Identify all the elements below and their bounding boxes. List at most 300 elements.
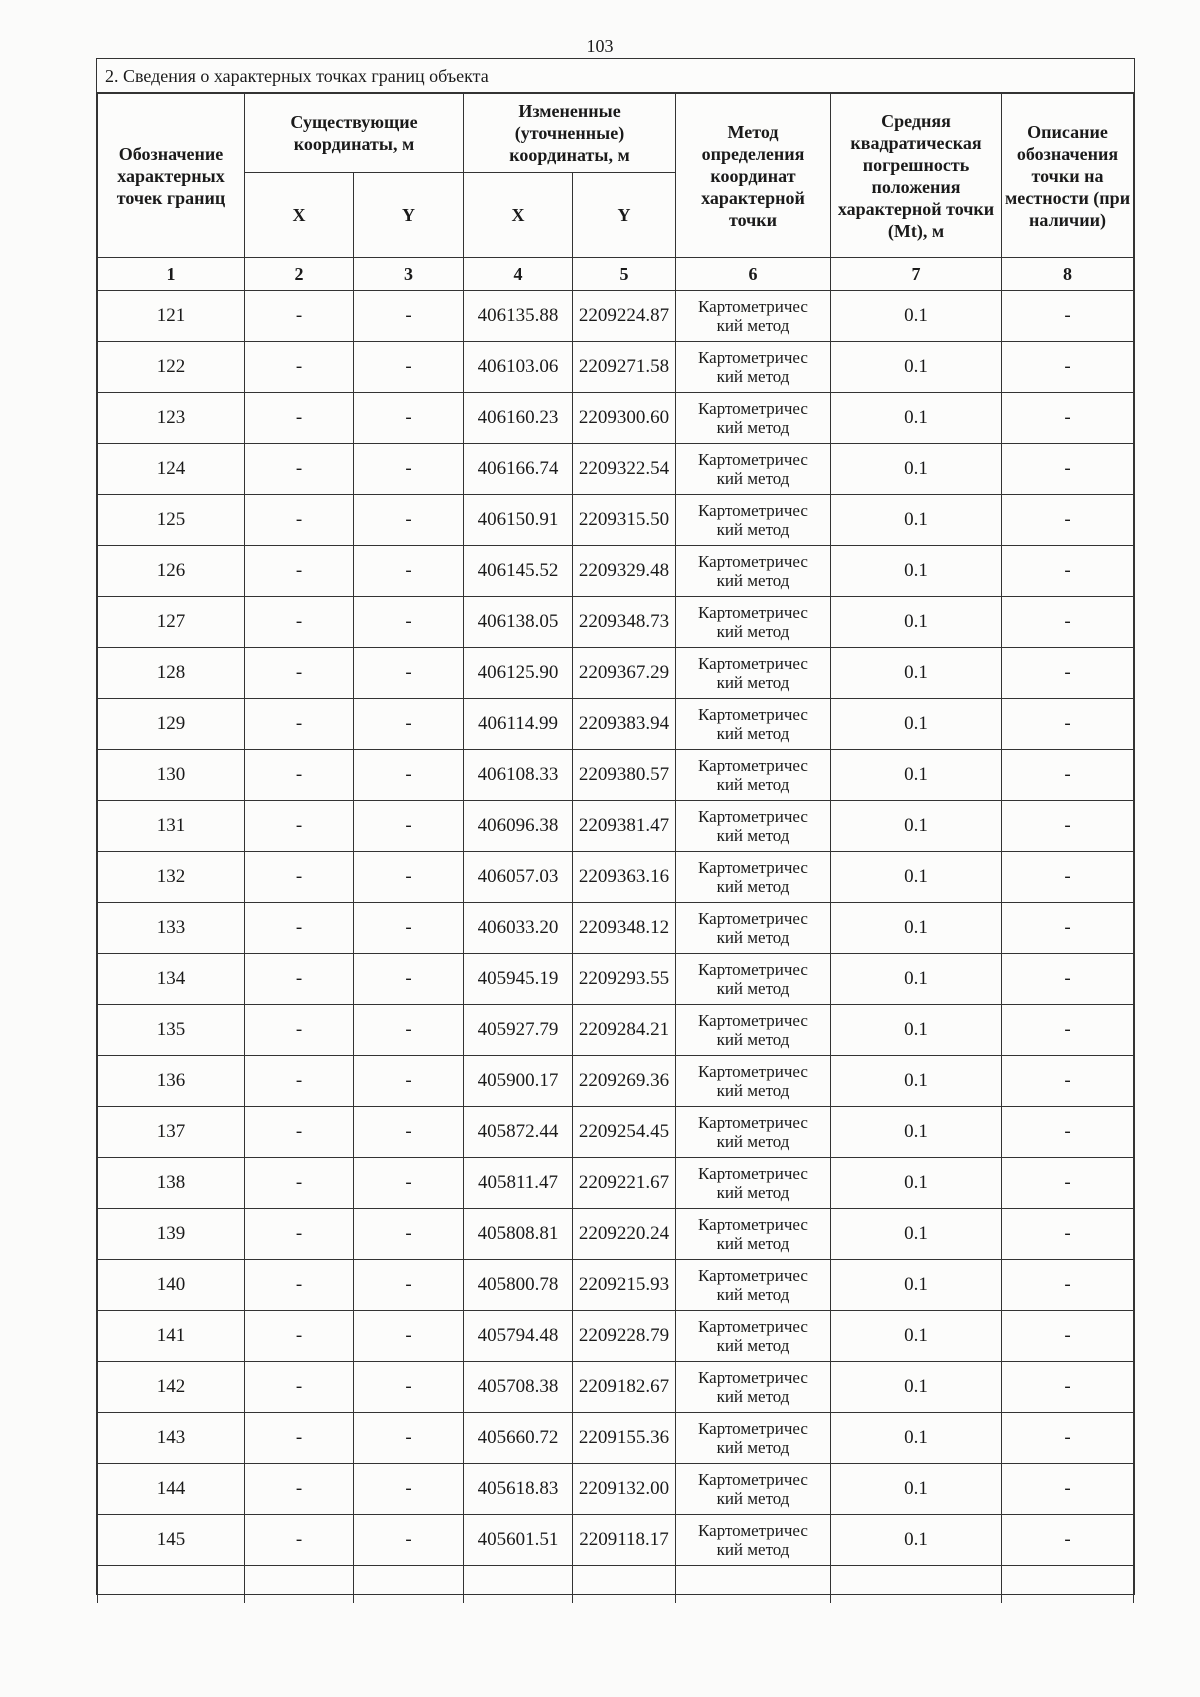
mean-error-cell: 0.1 <box>831 495 1002 546</box>
method-cell <box>676 648 831 699</box>
point-id-cell: 134 <box>98 954 245 1005</box>
section-title: 2. Сведения о характерных точках границ объекта <box>97 59 1134 93</box>
description-cell: - <box>1002 801 1134 852</box>
mean-error-cell: 0.1 <box>831 750 1002 801</box>
mean-error-cell: 0.1 <box>831 342 1002 393</box>
header-existing-x: X <box>245 173 354 258</box>
header-existing-coords: Существующие координаты, м <box>245 94 464 173</box>
point-id-cell: 124 <box>98 444 245 495</box>
method-line: Картометричес <box>698 501 808 520</box>
method-line: Картометричес <box>698 1215 808 1234</box>
point-id-cell: 125 <box>98 495 245 546</box>
method-line: кий метод <box>716 928 790 947</box>
description-cell: - <box>1002 750 1134 801</box>
header-mean-error: Средняя квадратическая погрешность положения характерной точки (Mt), м <box>831 94 1002 258</box>
table-row <box>98 495 1134 546</box>
changed-y-cell: 2209271.58 <box>573 342 676 393</box>
existing-x-cell: - <box>245 1005 354 1056</box>
method-line: кий метод <box>716 316 790 335</box>
existing-y-cell: - <box>354 1005 464 1056</box>
changed-y-cell: 2209254.45 <box>573 1107 676 1158</box>
mean-error-cell: 0.1 <box>831 1515 1002 1566</box>
mean-error-cell: 0.1 <box>831 393 1002 444</box>
table-body <box>98 291 1134 1566</box>
existing-x-cell: - <box>245 1158 354 1209</box>
existing-x-cell: - <box>245 903 354 954</box>
method-line: кий метод <box>716 979 790 998</box>
changed-y-cell: 2209300.60 <box>573 393 676 444</box>
description-cell: - <box>1002 1158 1134 1209</box>
point-id-cell: 122 <box>98 342 245 393</box>
method-line: кий метод <box>716 1132 790 1151</box>
existing-y-cell: - <box>354 546 464 597</box>
point-id-cell: 141 <box>98 1311 245 1362</box>
changed-y-cell: 2209293.55 <box>573 954 676 1005</box>
method-line: кий метод <box>716 520 790 539</box>
method-line: Картометричес <box>698 399 808 418</box>
table-row <box>98 750 1134 801</box>
point-id-cell: 145 <box>98 1515 245 1566</box>
table-row <box>98 954 1134 1005</box>
point-id-cell: 136 <box>98 1056 245 1107</box>
table-row <box>98 1209 1134 1260</box>
description-cell: - <box>1002 1209 1134 1260</box>
point-id-cell: 132 <box>98 852 245 903</box>
method-line: кий метод <box>716 622 790 641</box>
method-cell <box>676 954 831 1005</box>
changed-y-cell: 2209284.21 <box>573 1005 676 1056</box>
column-number: 2 <box>245 258 354 291</box>
method-line: кий метод <box>716 673 790 692</box>
method-cell <box>676 1005 831 1056</box>
point-id-cell: 127 <box>98 597 245 648</box>
changed-y-cell: 2209220.24 <box>573 1209 676 1260</box>
description-cell: - <box>1002 903 1134 954</box>
changed-y-cell: 2209221.67 <box>573 1158 676 1209</box>
existing-x-cell: - <box>245 1209 354 1260</box>
description-cell: - <box>1002 597 1134 648</box>
table-row <box>98 1107 1134 1158</box>
changed-x-cell: 405800.78 <box>464 1260 573 1311</box>
changed-y-cell: 2209228.79 <box>573 1311 676 1362</box>
column-number: 7 <box>831 258 1002 291</box>
existing-x-cell: - <box>245 1362 354 1413</box>
existing-x-cell: - <box>245 648 354 699</box>
table-row <box>98 342 1134 393</box>
table-row <box>98 546 1134 597</box>
method-cell <box>676 444 831 495</box>
description-cell: - <box>1002 546 1134 597</box>
method-cell <box>676 1311 831 1362</box>
method-cell <box>676 1056 831 1107</box>
changed-x-cell: 406145.52 <box>464 546 573 597</box>
changed-y-cell: 2209322.54 <box>573 444 676 495</box>
method-cell <box>676 1464 831 1515</box>
method-line: кий метод <box>716 724 790 743</box>
mean-error-cell: 0.1 <box>831 546 1002 597</box>
existing-x-cell: - <box>245 1056 354 1107</box>
table-row <box>98 699 1134 750</box>
mean-error-cell: 0.1 <box>831 1209 1002 1260</box>
existing-y-cell: - <box>354 648 464 699</box>
description-cell: - <box>1002 1362 1134 1413</box>
point-id-cell: 121 <box>98 291 245 342</box>
mean-error-cell: 0.1 <box>831 1260 1002 1311</box>
changed-x-cell: 405872.44 <box>464 1107 573 1158</box>
description-cell: - <box>1002 1515 1134 1566</box>
changed-x-cell: 406108.33 <box>464 750 573 801</box>
method-line: кий метод <box>716 1336 790 1355</box>
existing-x-cell: - <box>245 1464 354 1515</box>
changed-y-cell: 2209118.17 <box>573 1515 676 1566</box>
description-cell: - <box>1002 1464 1134 1515</box>
method-line: кий метод <box>716 469 790 488</box>
mean-error-cell: 0.1 <box>831 648 1002 699</box>
method-line: кий метод <box>716 877 790 896</box>
method-line: кий метод <box>716 775 790 794</box>
point-id-cell: 135 <box>98 1005 245 1056</box>
changed-x-cell: 405794.48 <box>464 1311 573 1362</box>
method-cell <box>676 393 831 444</box>
method-line: Картометричес <box>698 1011 808 1030</box>
method-line: Картометричес <box>698 1419 808 1438</box>
existing-y-cell: - <box>354 1209 464 1260</box>
method-cell <box>676 1260 831 1311</box>
mean-error-cell: 0.1 <box>831 1158 1002 1209</box>
mean-error-cell: 0.1 <box>831 699 1002 750</box>
changed-x-cell: 405945.19 <box>464 954 573 1005</box>
changed-x-cell: 406125.90 <box>464 648 573 699</box>
mean-error-cell: 0.1 <box>831 1107 1002 1158</box>
changed-x-cell: 406135.88 <box>464 291 573 342</box>
description-cell: - <box>1002 342 1134 393</box>
table-row <box>98 444 1134 495</box>
changed-x-cell: 406166.74 <box>464 444 573 495</box>
existing-y-cell: - <box>354 1464 464 1515</box>
description-cell: - <box>1002 393 1134 444</box>
method-line: кий метод <box>716 571 790 590</box>
mean-error-cell: 0.1 <box>831 1311 1002 1362</box>
existing-y-cell: - <box>354 852 464 903</box>
mean-error-cell: 0.1 <box>831 903 1002 954</box>
existing-y-cell: - <box>354 342 464 393</box>
table-row <box>98 1005 1134 1056</box>
table-row <box>98 1464 1134 1515</box>
description-cell: - <box>1002 495 1134 546</box>
method-line: Картометричес <box>698 1062 808 1081</box>
existing-x-cell: - <box>245 801 354 852</box>
method-line: Картометричес <box>698 1368 808 1387</box>
method-cell <box>676 1107 831 1158</box>
method-line: Картометричес <box>698 1470 808 1489</box>
method-line: кий метод <box>716 1285 790 1304</box>
changed-x-cell: 405618.83 <box>464 1464 573 1515</box>
mean-error-cell: 0.1 <box>831 597 1002 648</box>
point-id-cell: 123 <box>98 393 245 444</box>
existing-y-cell: - <box>354 801 464 852</box>
description-cell: - <box>1002 852 1134 903</box>
method-cell <box>676 852 831 903</box>
method-line: Картометричес <box>698 909 808 928</box>
header-method: Метод определения координат характерной точки <box>676 94 831 258</box>
point-id-cell: 140 <box>98 1260 245 1311</box>
mean-error-cell: 0.1 <box>831 801 1002 852</box>
changed-y-cell: 2209348.73 <box>573 597 676 648</box>
table-row <box>98 1260 1134 1311</box>
existing-x-cell: - <box>245 444 354 495</box>
header-changed-x: X <box>464 173 573 258</box>
description-cell: - <box>1002 954 1134 1005</box>
header-description: Описание обозначения точки на местности (при наличии) <box>1002 94 1134 258</box>
existing-x-cell: - <box>245 393 354 444</box>
changed-y-cell: 2209381.47 <box>573 801 676 852</box>
method-line: кий метод <box>716 1489 790 1508</box>
changed-x-cell: 406114.99 <box>464 699 573 750</box>
method-cell <box>676 597 831 648</box>
table-row <box>98 1056 1134 1107</box>
method-line: Картометричес <box>698 450 808 469</box>
method-line: Картометричес <box>698 960 808 979</box>
description-cell: - <box>1002 1311 1134 1362</box>
mean-error-cell: 0.1 <box>831 1005 1002 1056</box>
existing-y-cell: - <box>354 1515 464 1566</box>
existing-y-cell: - <box>354 1056 464 1107</box>
method-cell <box>676 750 831 801</box>
point-id-cell: 126 <box>98 546 245 597</box>
method-line: Картометричес <box>698 603 808 622</box>
changed-y-cell: 2209155.36 <box>573 1413 676 1464</box>
method-cell <box>676 291 831 342</box>
existing-x-cell: - <box>245 699 354 750</box>
point-id-cell: 144 <box>98 1464 245 1515</box>
table-row <box>98 1362 1134 1413</box>
changed-y-cell: 2209315.50 <box>573 495 676 546</box>
description-cell: - <box>1002 1005 1134 1056</box>
changed-x-cell: 405811.47 <box>464 1158 573 1209</box>
table-row <box>98 903 1134 954</box>
method-line: кий метод <box>716 1234 790 1253</box>
point-id-cell: 139 <box>98 1209 245 1260</box>
changed-y-cell: 2209380.57 <box>573 750 676 801</box>
existing-x-cell: - <box>245 954 354 1005</box>
changed-y-cell: 2209224.87 <box>573 291 676 342</box>
description-cell: - <box>1002 648 1134 699</box>
description-cell: - <box>1002 1107 1134 1158</box>
method-line: Картометричес <box>698 705 808 724</box>
header-point-designation: Обозначение характерных точек границ <box>98 94 245 258</box>
existing-y-cell: - <box>354 1158 464 1209</box>
existing-x-cell: - <box>245 852 354 903</box>
table-row <box>98 291 1134 342</box>
existing-x-cell: - <box>245 1413 354 1464</box>
changed-y-cell: 2209367.29 <box>573 648 676 699</box>
method-line: кий метод <box>716 1387 790 1406</box>
existing-x-cell: - <box>245 342 354 393</box>
header-changed-coords: Измененные (уточненные) координаты, м <box>464 94 676 173</box>
existing-y-cell: - <box>354 495 464 546</box>
existing-x-cell: - <box>245 495 354 546</box>
table-row <box>98 852 1134 903</box>
existing-y-cell: - <box>354 1260 464 1311</box>
table-row <box>98 1311 1134 1362</box>
table-footer-row <box>98 1566 1134 1604</box>
method-line: кий метод <box>716 1030 790 1049</box>
method-line: кий метод <box>716 1540 790 1559</box>
method-line: Картометричес <box>698 348 808 367</box>
column-number: 5 <box>573 258 676 291</box>
page-number: 103 <box>586 36 614 56</box>
existing-x-cell: - <box>245 597 354 648</box>
points-sheet <box>96 58 1135 1595</box>
existing-x-cell: - <box>245 1311 354 1362</box>
method-line: кий метод <box>716 367 790 386</box>
description-cell: - <box>1002 699 1134 750</box>
column-number: 4 <box>464 258 573 291</box>
changed-x-cell: 405601.51 <box>464 1515 573 1566</box>
existing-y-cell: - <box>354 1311 464 1362</box>
changed-x-cell: 406057.03 <box>464 852 573 903</box>
existing-y-cell: - <box>354 699 464 750</box>
method-line: Картометричес <box>698 297 808 316</box>
method-line: Картометричес <box>698 1521 808 1540</box>
point-id-cell: 142 <box>98 1362 245 1413</box>
method-line: кий метод <box>716 1183 790 1202</box>
table-row <box>98 597 1134 648</box>
mean-error-cell: 0.1 <box>831 291 1002 342</box>
existing-x-cell: - <box>245 546 354 597</box>
mean-error-cell: 0.1 <box>831 444 1002 495</box>
method-cell <box>676 1515 831 1566</box>
changed-y-cell: 2209182.67 <box>573 1362 676 1413</box>
existing-y-cell: - <box>354 1107 464 1158</box>
description-cell: - <box>1002 444 1134 495</box>
mean-error-cell: 0.1 <box>831 1413 1002 1464</box>
table-row <box>98 1413 1134 1464</box>
changed-x-cell: 406096.38 <box>464 801 573 852</box>
method-cell <box>676 1209 831 1260</box>
method-line: Картометричес <box>698 807 808 826</box>
method-line: Картометричес <box>698 1317 808 1336</box>
method-line: кий метод <box>716 418 790 437</box>
point-id-cell: 138 <box>98 1158 245 1209</box>
method-line: Картометричес <box>698 858 808 877</box>
method-cell <box>676 1362 831 1413</box>
method-line: Картометричес <box>698 1164 808 1183</box>
description-cell: - <box>1002 1056 1134 1107</box>
method-cell <box>676 699 831 750</box>
changed-x-cell: 406103.06 <box>464 342 573 393</box>
changed-x-cell: 405660.72 <box>464 1413 573 1464</box>
existing-y-cell: - <box>354 444 464 495</box>
changed-y-cell: 2209215.93 <box>573 1260 676 1311</box>
method-line: кий метод <box>716 1438 790 1457</box>
description-cell: - <box>1002 1413 1134 1464</box>
point-id-cell: 143 <box>98 1413 245 1464</box>
boundary-points-table <box>97 93 1134 1603</box>
changed-y-cell: 2209383.94 <box>573 699 676 750</box>
existing-x-cell: - <box>245 750 354 801</box>
method-cell <box>676 1413 831 1464</box>
method-line: кий метод <box>716 826 790 845</box>
method-cell <box>676 342 831 393</box>
mean-error-cell: 0.1 <box>831 1362 1002 1413</box>
existing-y-cell: - <box>354 393 464 444</box>
mean-error-cell: 0.1 <box>831 1056 1002 1107</box>
column-number: 8 <box>1002 258 1134 291</box>
method-line: Картометричес <box>698 756 808 775</box>
changed-y-cell: 2209348.12 <box>573 903 676 954</box>
table-row <box>98 648 1134 699</box>
changed-y-cell: 2209132.00 <box>573 1464 676 1515</box>
table-row <box>98 1158 1134 1209</box>
existing-x-cell: - <box>245 291 354 342</box>
description-cell: - <box>1002 291 1134 342</box>
mean-error-cell: 0.1 <box>831 1464 1002 1515</box>
method-cell <box>676 546 831 597</box>
column-number: 6 <box>676 258 831 291</box>
method-line: Картометричес <box>698 1113 808 1132</box>
existing-y-cell: - <box>354 750 464 801</box>
point-id-cell: 130 <box>98 750 245 801</box>
header-existing-y: Y <box>354 173 464 258</box>
point-id-cell: 131 <box>98 801 245 852</box>
changed-x-cell: 406138.05 <box>464 597 573 648</box>
header-changed-y: Y <box>573 173 676 258</box>
method-line: Картометричес <box>698 654 808 673</box>
table-row <box>98 393 1134 444</box>
method-line: кий метод <box>716 1081 790 1100</box>
mean-error-cell: 0.1 <box>831 954 1002 1005</box>
method-cell <box>676 1158 831 1209</box>
changed-x-cell: 405927.79 <box>464 1005 573 1056</box>
point-id-cell: 129 <box>98 699 245 750</box>
column-number: 1 <box>98 258 245 291</box>
changed-y-cell: 2209269.36 <box>573 1056 676 1107</box>
existing-y-cell: - <box>354 954 464 1005</box>
changed-x-cell: 406150.91 <box>464 495 573 546</box>
method-cell <box>676 495 831 546</box>
changed-x-cell: 406033.20 <box>464 903 573 954</box>
existing-y-cell: - <box>354 903 464 954</box>
existing-y-cell: - <box>354 291 464 342</box>
column-number: 3 <box>354 258 464 291</box>
point-id-cell: 133 <box>98 903 245 954</box>
existing-x-cell: - <box>245 1107 354 1158</box>
method-line: Картометричес <box>698 1266 808 1285</box>
changed-x-cell: 406160.23 <box>464 393 573 444</box>
point-id-cell: 128 <box>98 648 245 699</box>
existing-y-cell: - <box>354 1413 464 1464</box>
changed-y-cell: 2209363.16 <box>573 852 676 903</box>
table-row <box>98 801 1134 852</box>
existing-y-cell: - <box>354 597 464 648</box>
changed-y-cell: 2209329.48 <box>573 546 676 597</box>
changed-x-cell: 405808.81 <box>464 1209 573 1260</box>
mean-error-cell: 0.1 <box>831 852 1002 903</box>
table-row <box>98 1515 1134 1566</box>
existing-x-cell: - <box>245 1515 354 1566</box>
method-line: Картометричес <box>698 552 808 571</box>
description-cell: - <box>1002 1260 1134 1311</box>
changed-x-cell: 405708.38 <box>464 1362 573 1413</box>
method-cell <box>676 801 831 852</box>
changed-x-cell: 405900.17 <box>464 1056 573 1107</box>
existing-x-cell: - <box>245 1260 354 1311</box>
column-number-row <box>98 258 1134 291</box>
existing-y-cell: - <box>354 1362 464 1413</box>
point-id-cell: 137 <box>98 1107 245 1158</box>
method-cell <box>676 903 831 954</box>
